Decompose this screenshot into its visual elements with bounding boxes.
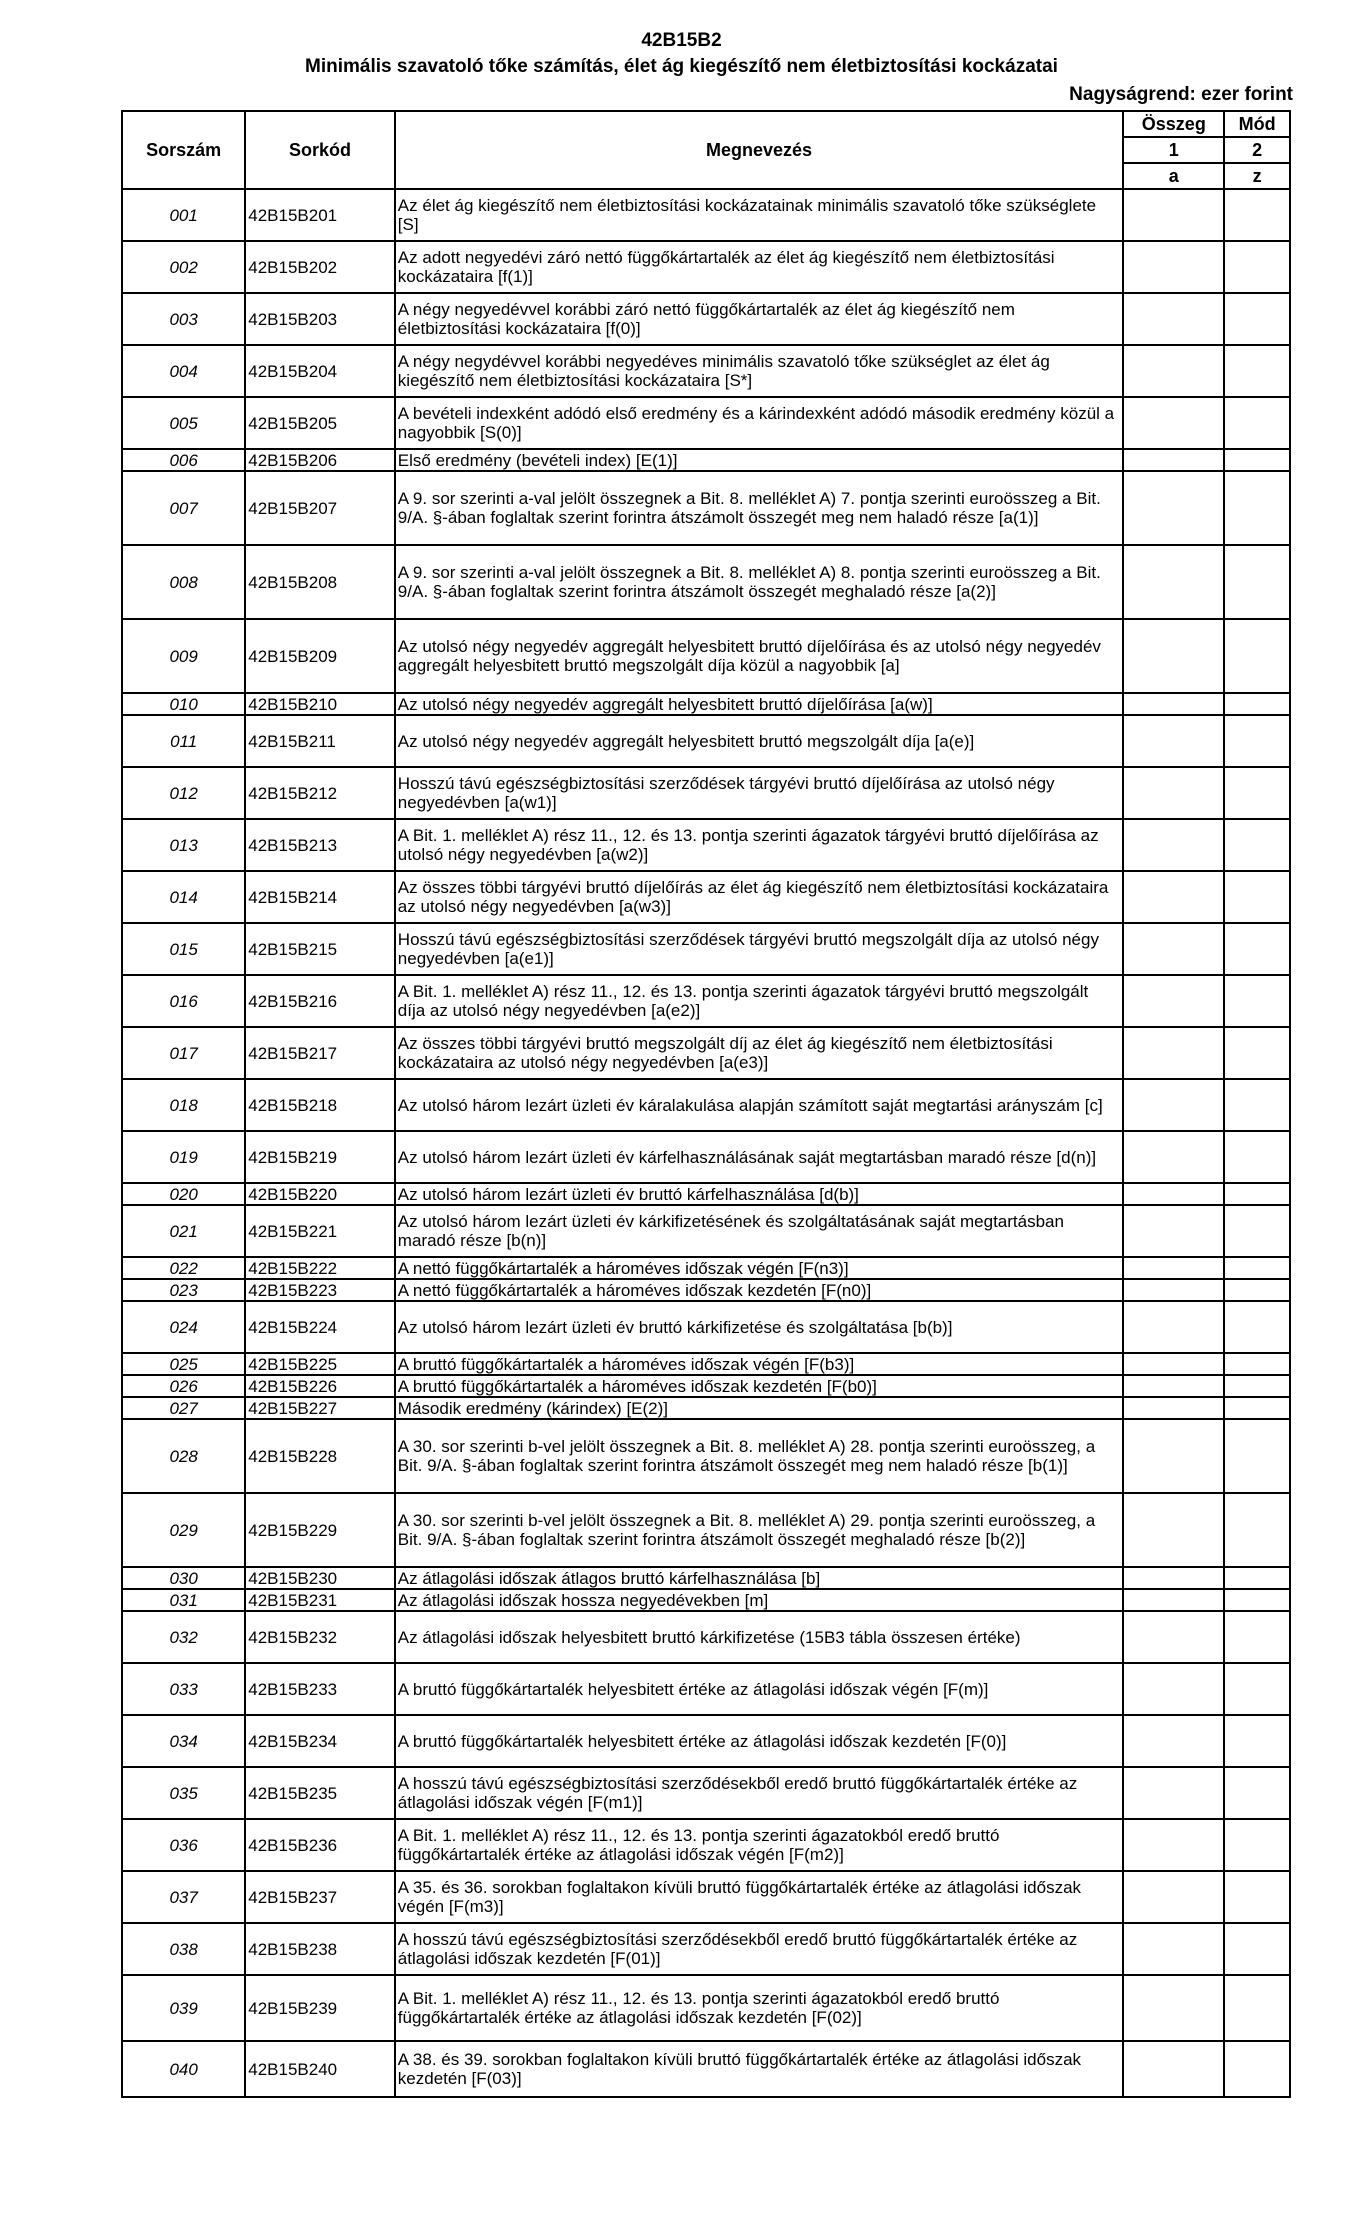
row-osszeg-value[interactable]	[1123, 819, 1224, 871]
header-osszeg-number: 1	[1123, 137, 1224, 163]
row-sorkod: 42B15B230	[245, 1567, 395, 1589]
row-sorszam: 008	[122, 545, 245, 619]
table-body	[122, 189, 1290, 2097]
row-osszeg-value[interactable]	[1123, 1353, 1224, 1375]
table-row	[122, 923, 1290, 975]
table-row	[122, 545, 1290, 619]
row-megnevezes: Az utolsó négy negyedév aggregált helyesbitett bruttó díjelőírása és az utolsó négy negyedév aggregált helyesbitett bruttó megszolgált díja közül a nagyobbik [a]	[395, 619, 1123, 693]
row-mod-value[interactable]	[1224, 1663, 1290, 1715]
row-sorkod: 42B15B214	[245, 871, 395, 923]
row-sorkod: 42B15B223	[245, 1279, 395, 1301]
row-osszeg-value[interactable]	[1123, 1257, 1224, 1279]
table-row	[122, 1205, 1290, 1257]
row-megnevezes: A hosszú távú egészségbiztosítási szerződésekből eredő bruttó függőkártartalék értéke az átlagolási időszak kezdetén [F(01)]	[395, 1923, 1123, 1975]
row-megnevezes: A 38. és 39. sorokban foglaltakon kívüli bruttó függőkártartalék értéke az átlagolási időszak kezdetén [F(03)]	[395, 2041, 1123, 2097]
row-megnevezes: A bruttó függőkártartalék a hároméves időszak kezdetén [F(b0)]	[395, 1375, 1123, 1397]
row-sorkod: 42B15B235	[245, 1767, 395, 1819]
header-osszeg: Összeg	[1123, 111, 1224, 137]
row-osszeg-value[interactable]	[1123, 1767, 1224, 1819]
row-osszeg-value[interactable]	[1123, 189, 1224, 241]
table-row	[122, 1871, 1290, 1923]
row-sorszam: 013	[122, 819, 245, 871]
row-megnevezes: A nettó függőkártartalék a hároméves időszak végén [F(n3)]	[395, 1257, 1123, 1279]
table-row	[122, 189, 1290, 241]
row-sorkod: 42B15B210	[245, 693, 395, 715]
row-megnevezes: Az utolsó három lezárt üzleti év káralakulása alapján számított saját megtartási arányszám [c]	[395, 1079, 1123, 1131]
row-sorkod: 42B15B227	[245, 1397, 395, 1419]
row-sorszam: 004	[122, 345, 245, 397]
table-row	[122, 871, 1290, 923]
row-sorszam: 038	[122, 1923, 245, 1975]
table-row	[122, 1767, 1290, 1819]
document-title: Minimális szavatoló tőke számítás, élet ág kiegészítő nem életbiztosítási kockázatai	[305, 56, 1058, 77]
row-sorszam: 034	[122, 1715, 245, 1767]
row-megnevezes: A bruttó függőkártartalék a hároméves időszak végén [F(b3)]	[395, 1353, 1123, 1375]
row-osszeg-value[interactable]	[1123, 871, 1224, 923]
row-osszeg-value[interactable]	[1123, 1663, 1224, 1715]
row-sorkod: 42B15B238	[245, 1923, 395, 1975]
row-sorkod: 42B15B203	[245, 293, 395, 345]
table-row	[122, 397, 1290, 449]
row-osszeg-value[interactable]	[1123, 293, 1224, 345]
table-row	[122, 2041, 1290, 2097]
row-mod-value[interactable]	[1224, 1183, 1290, 1205]
row-osszeg-value[interactable]	[1123, 1183, 1224, 1205]
row-sorkod: 42B15B204	[245, 345, 395, 397]
row-sorszam: 028	[122, 1419, 245, 1493]
header-mod-letter: z	[1224, 163, 1290, 189]
row-sorszam: 021	[122, 1205, 245, 1257]
row-mod-value[interactable]	[1224, 619, 1290, 693]
row-osszeg-value[interactable]	[1123, 1375, 1224, 1397]
row-sorkod: 42B15B225	[245, 1353, 395, 1375]
header-osszeg-letter: a	[1123, 163, 1224, 189]
row-sorkod: 42B15B236	[245, 1819, 395, 1871]
row-sorkod: 42B15B221	[245, 1205, 395, 1257]
row-sorszam: 031	[122, 1589, 245, 1611]
row-sorszam: 015	[122, 923, 245, 975]
row-sorszam: 005	[122, 397, 245, 449]
row-mod-value[interactable]	[1224, 293, 1290, 345]
row-mod-value[interactable]	[1224, 1567, 1290, 1589]
table-row	[122, 1819, 1290, 1871]
table-row	[122, 1375, 1290, 1397]
table-row	[122, 1257, 1290, 1279]
row-osszeg-value[interactable]	[1123, 1923, 1224, 1975]
row-sorkod: 42B15B215	[245, 923, 395, 975]
row-megnevezes: A 9. sor szerinti a-val jelölt összegnek a Bit. 8. melléklet A) 7. pontja szerinti euroösszeg a Bit. 9/A. §-ában foglaltak szerint forintra átszámolt összegét meg nem haladó része [a(1)]	[395, 471, 1123, 545]
row-sorkod: 42B15B205	[245, 397, 395, 449]
row-osszeg-value[interactable]	[1123, 619, 1224, 693]
table-row	[122, 1493, 1290, 1567]
row-osszeg-value[interactable]	[1123, 975, 1224, 1027]
row-osszeg-value[interactable]	[1123, 545, 1224, 619]
row-osszeg-value[interactable]	[1123, 1279, 1224, 1301]
row-sorszam: 040	[122, 2041, 245, 2097]
row-sorkod: 42B15B222	[245, 1257, 395, 1279]
row-sorszam: 033	[122, 1663, 245, 1715]
row-sorszam: 037	[122, 1871, 245, 1923]
row-osszeg-value[interactable]	[1123, 1871, 1224, 1923]
row-mod-value[interactable]	[1224, 1279, 1290, 1301]
row-megnevezes: A bevételi indexként adódó első eredmény és a kárindexként adódó második eredmény közül a nagyobbik [S(0)]	[395, 397, 1123, 449]
row-sorkod: 42B15B234	[245, 1715, 395, 1767]
row-mod-value[interactable]	[1224, 241, 1290, 293]
row-sorszam: 023	[122, 1279, 245, 1301]
row-osszeg-value[interactable]	[1123, 449, 1224, 471]
row-mod-value[interactable]	[1224, 1301, 1290, 1353]
row-megnevezes: Az összes többi tárgyévi bruttó megszolgált díj az élet ág kiegészítő nem életbiztosítási kockázataira az utolsó négy negyedévben [a(e3)]	[395, 1027, 1123, 1079]
row-osszeg-value[interactable]	[1123, 1493, 1224, 1567]
row-osszeg-value[interactable]	[1123, 1589, 1224, 1611]
table-row	[122, 1611, 1290, 1663]
table-row	[122, 619, 1290, 693]
row-sorszam: 036	[122, 1819, 245, 1871]
row-mod-value[interactable]	[1224, 2041, 1290, 2097]
row-sorkod: 42B15B219	[245, 1131, 395, 1183]
row-megnevezes: A négy negydévvel korábbi negyedéves minimális szavatoló tőke szükséglet az élet ág kiegészítő nem életbiztosítási kockázataira [S*]	[395, 345, 1123, 397]
data-table	[121, 110, 1291, 2098]
row-mod-value[interactable]	[1224, 1353, 1290, 1375]
row-sorszam: 020	[122, 1183, 245, 1205]
row-sorkod: 42B15B207	[245, 471, 395, 545]
row-sorkod: 42B15B239	[245, 1975, 395, 2041]
table-row	[122, 1923, 1290, 1975]
row-mod-value[interactable]	[1224, 397, 1290, 449]
row-megnevezes: A bruttó függőkártartalék helyesbitett értéke az átlagolási időszak kezdetén [F(0)]	[395, 1715, 1123, 1767]
row-mod-value[interactable]	[1224, 449, 1290, 471]
row-sorkod: 42B15B224	[245, 1301, 395, 1353]
row-mod-value[interactable]	[1224, 1611, 1290, 1663]
table-row	[122, 1663, 1290, 1715]
row-osszeg-value[interactable]	[1123, 1567, 1224, 1589]
table-row	[122, 471, 1290, 545]
row-sorkod: 42B15B217	[245, 1027, 395, 1079]
row-sorszam: 017	[122, 1027, 245, 1079]
row-megnevezes: Az adott negyedévi záró nettó függőkártartalék az élet ág kiegészítő nem életbiztosítási kockázataira [f(1)]	[395, 241, 1123, 293]
row-megnevezes: Az átlagolási időszak átlagos bruttó kárfelhasználása [b]	[395, 1567, 1123, 1589]
row-osszeg-value[interactable]	[1123, 241, 1224, 293]
table-row	[122, 345, 1290, 397]
row-megnevezes: Az utolsó három lezárt üzleti év bruttó kárfelhasználása [d(b)]	[395, 1183, 1123, 1205]
row-mod-value[interactable]	[1224, 1715, 1290, 1767]
row-osszeg-value[interactable]	[1123, 1819, 1224, 1871]
row-sorkod: 42B15B211	[245, 715, 395, 767]
row-osszeg-value[interactable]	[1123, 2041, 1224, 2097]
row-mod-value[interactable]	[1224, 1079, 1290, 1131]
row-megnevezes: Az utolsó három lezárt üzleti év bruttó kárkifizetése és szolgáltatása [b(b)]	[395, 1301, 1123, 1353]
row-megnevezes: A 30. sor szerinti b-vel jelölt összegnek a Bit. 8. melléklet A) 28. pontja szerinti euroösszeg, a Bit. 9/A. §-ában foglaltak szerint forintra átszámolt összegét meg nem haladó része [b(1)]	[395, 1419, 1123, 1493]
header-mod: Mód	[1224, 111, 1290, 137]
row-megnevezes: A Bit. 1. melléklet A) rész 11., 12. és 13. pontja szerinti ágazatokból eredő bruttó függőkártartalék értéke az átlagolási időszak végén [F(m2)]	[395, 1819, 1123, 1871]
row-sorkod: 42B15B213	[245, 819, 395, 871]
row-mod-value[interactable]	[1224, 1975, 1290, 2041]
row-osszeg-value[interactable]	[1123, 1397, 1224, 1419]
row-osszeg-value[interactable]	[1123, 1611, 1224, 1663]
table-row	[122, 1589, 1290, 1611]
row-megnevezes: A hosszú távú egészségbiztosítási szerződésekből eredő bruttó függőkártartalék értéke az átlagolási időszak végén [F(m1)]	[395, 1767, 1123, 1819]
row-sorszam: 014	[122, 871, 245, 923]
row-sorszam: 009	[122, 619, 245, 693]
row-sorszam: 003	[122, 293, 245, 345]
row-mod-value[interactable]	[1224, 923, 1290, 975]
row-mod-value[interactable]	[1224, 1767, 1290, 1819]
table-row	[122, 819, 1290, 871]
row-sorszam: 039	[122, 1975, 245, 2041]
row-sorkod: 42B15B208	[245, 545, 395, 619]
row-mod-value[interactable]	[1224, 1131, 1290, 1183]
row-mod-value[interactable]	[1224, 1589, 1290, 1611]
table-row	[122, 293, 1290, 345]
row-sorszam: 019	[122, 1131, 245, 1183]
row-sorkod: 42B15B209	[245, 619, 395, 693]
row-sorszam: 016	[122, 975, 245, 1027]
row-osszeg-value[interactable]	[1123, 1975, 1224, 2041]
header-megnevezes: Megnevezés	[395, 111, 1123, 189]
row-megnevezes: A bruttó függőkártartalék helyesbitett értéke az átlagolási időszak végén [F(m)]	[395, 1663, 1123, 1715]
row-sorszam: 001	[122, 189, 245, 241]
row-sorszam: 035	[122, 1767, 245, 1819]
row-mod-value[interactable]	[1224, 545, 1290, 619]
row-sorkod: 42B15B216	[245, 975, 395, 1027]
row-mod-value[interactable]	[1224, 1375, 1290, 1397]
row-osszeg-value[interactable]	[1123, 1205, 1224, 1257]
row-mod-value[interactable]	[1224, 1419, 1290, 1493]
row-mod-value[interactable]	[1224, 471, 1290, 545]
header-sorkod: Sorkód	[245, 111, 395, 189]
row-megnevezes: Az utolsó három lezárt üzleti év kárkifizetésének és szolgáltatásának saját megtartásban maradó része [b(n)]	[395, 1205, 1123, 1257]
row-sorszam: 030	[122, 1567, 245, 1589]
table-row	[122, 1715, 1290, 1767]
row-mod-value[interactable]	[1224, 1257, 1290, 1279]
table-row	[122, 1353, 1290, 1375]
row-megnevezes: Az átlagolási időszak hossza negyedévekben [m]	[395, 1589, 1123, 1611]
row-mod-value[interactable]	[1224, 819, 1290, 871]
row-mod-value[interactable]	[1224, 1923, 1290, 1975]
row-osszeg-value[interactable]	[1123, 767, 1224, 819]
row-megnevezes: Az utolsó négy negyedév aggregált helyesbitett bruttó díjelőírása [a(w)]	[395, 693, 1123, 715]
row-osszeg-value[interactable]	[1123, 715, 1224, 767]
row-osszeg-value[interactable]	[1123, 923, 1224, 975]
row-sorkod: 42B15B202	[245, 241, 395, 293]
table-row	[122, 1279, 1290, 1301]
row-sorszam: 018	[122, 1079, 245, 1131]
row-osszeg-value[interactable]	[1123, 1079, 1224, 1131]
table-row	[122, 1183, 1290, 1205]
row-osszeg-value[interactable]	[1123, 1301, 1224, 1353]
row-sorszam: 002	[122, 241, 245, 293]
row-megnevezes: Második eredmény (kárindex) [E(2)]	[395, 1397, 1123, 1419]
row-mod-value[interactable]	[1224, 1205, 1290, 1257]
row-megnevezes: Hosszú távú egészségbiztosítási szerződések tárgyévi bruttó díjelőírása az utolsó négy negyedévben [a(w1)]	[395, 767, 1123, 819]
row-sorszam: 022	[122, 1257, 245, 1279]
row-megnevezes: Az utolsó négy negyedév aggregált helyesbitett bruttó megszolgált díja [a(e)]	[395, 715, 1123, 767]
row-sorkod: 42B15B218	[245, 1079, 395, 1131]
row-osszeg-value[interactable]	[1123, 1715, 1224, 1767]
row-megnevezes: A nettó függőkártartalék a hároméves időszak kezdetén [F(n0)]	[395, 1279, 1123, 1301]
row-sorszam: 029	[122, 1493, 245, 1567]
row-sorkod: 42B15B233	[245, 1663, 395, 1715]
row-osszeg-value[interactable]	[1123, 471, 1224, 545]
row-mod-value[interactable]	[1224, 189, 1290, 241]
unit-label: Nagyságrend: ezer forint	[1069, 84, 1293, 105]
row-sorkod: 42B15B232	[245, 1611, 395, 1663]
table-row	[122, 1079, 1290, 1131]
table-row	[122, 767, 1290, 819]
row-osszeg-value[interactable]	[1123, 1419, 1224, 1493]
row-sorszam: 026	[122, 1375, 245, 1397]
row-megnevezes: A 9. sor szerinti a-val jelölt összegnek a Bit. 8. melléklet A) 8. pontja szerinti euroösszeg a Bit. 9/A. §-ában foglaltak szerint forintra átszámolt összegét meghaladó része [a(2)]	[395, 545, 1123, 619]
table-row	[122, 1301, 1290, 1353]
document-code: 42B15B2	[641, 30, 722, 51]
table-row	[122, 1419, 1290, 1493]
row-sorszam: 012	[122, 767, 245, 819]
row-osszeg-value[interactable]	[1123, 1131, 1224, 1183]
row-mod-value[interactable]	[1224, 1027, 1290, 1079]
header-mod-number: 2	[1224, 137, 1290, 163]
row-mod-value[interactable]	[1224, 1819, 1290, 1871]
table-row	[122, 715, 1290, 767]
row-mod-value[interactable]	[1224, 767, 1290, 819]
row-megnevezes: Első eredmény (bevételi index) [E(1)]	[395, 449, 1123, 471]
row-mod-value[interactable]	[1224, 693, 1290, 715]
table-row	[122, 1397, 1290, 1419]
row-sorszam: 011	[122, 715, 245, 767]
row-megnevezes: A négy negyedévvel korábbi záró nettó függőkártartalék az élet ág kiegészítő nem életbiztosítási kockázataira [f(0)]	[395, 293, 1123, 345]
row-sorszam: 006	[122, 449, 245, 471]
table-row	[122, 1975, 1290, 2041]
row-sorkod: 42B15B237	[245, 1871, 395, 1923]
row-sorszam: 027	[122, 1397, 245, 1419]
row-mod-value[interactable]	[1224, 715, 1290, 767]
row-megnevezes: A Bit. 1. melléklet A) rész 11., 12. és 13. pontja szerinti ágazatokból eredő bruttó függőkártartalék értéke az átlagolási időszak kezdetén [F(02)]	[395, 1975, 1123, 2041]
row-mod-value[interactable]	[1224, 1871, 1290, 1923]
row-mod-value[interactable]	[1224, 975, 1290, 1027]
row-sorszam: 007	[122, 471, 245, 545]
row-megnevezes: A Bit. 1. melléklet A) rész 11., 12. és 13. pontja szerinti ágazatok tárgyévi bruttó díjelőírása az utolsó négy negyedévben [a(w2)]	[395, 819, 1123, 871]
table-row	[122, 693, 1290, 715]
row-sorszam: 032	[122, 1611, 245, 1663]
row-sorszam: 010	[122, 693, 245, 715]
row-megnevezes: Az átlagolási időszak helyesbitett bruttó kárkifizetése (15B3 tábla összesen értéke)	[395, 1611, 1123, 1663]
row-megnevezes: A 30. sor szerinti b-vel jelölt összegnek a Bit. 8. melléklet A) 29. pontja szerinti euroösszeg, a Bit. 9/A. §-ában foglaltak szerint forintra átszámolt összegét meghaladó része [b(2)]	[395, 1493, 1123, 1567]
row-megnevezes: A 35. és 36. sorokban foglaltakon kívüli bruttó függőkártartalék értéke az átlagolási időszak végén [F(m3)]	[395, 1871, 1123, 1923]
row-megnevezes: A Bit. 1. melléklet A) rész 11., 12. és 13. pontja szerinti ágazatok tárgyévi bruttó megszolgált díja az utolsó négy negyedévben [a(e2)]	[395, 975, 1123, 1027]
row-megnevezes: Az összes többi tárgyévi bruttó díjelőírás az élet ág kiegészítő nem életbiztosítási kockázataira az utolsó négy negyedévben [a(w3)]	[395, 871, 1123, 923]
row-sorkod: 42B15B206	[245, 449, 395, 471]
row-mod-value[interactable]	[1224, 871, 1290, 923]
row-mod-value[interactable]	[1224, 345, 1290, 397]
header-sorszam: Sorszám	[122, 111, 245, 189]
row-sorkod: 42B15B229	[245, 1493, 395, 1567]
table-row	[122, 241, 1290, 293]
row-sorkod: 42B15B226	[245, 1375, 395, 1397]
row-sorszam: 025	[122, 1353, 245, 1375]
row-megnevezes: Az élet ág kiegészítő nem életbiztosítási kockázatainak minimális szavatoló tőke szükséglete [S]	[395, 189, 1123, 241]
table-row	[122, 975, 1290, 1027]
table-row	[122, 1567, 1290, 1589]
row-sorkod: 42B15B231	[245, 1589, 395, 1611]
row-osszeg-value[interactable]	[1123, 693, 1224, 715]
row-sorkod: 42B15B240	[245, 2041, 395, 2097]
row-sorszam: 024	[122, 1301, 245, 1353]
row-sorkod: 42B15B220	[245, 1183, 395, 1205]
row-osszeg-value[interactable]	[1123, 397, 1224, 449]
table-row	[122, 449, 1290, 471]
row-megnevezes: Hosszú távú egészségbiztosítási szerződések tárgyévi bruttó megszolgált díja az utolsó négy negyedévben [a(e1)]	[395, 923, 1123, 975]
row-mod-value[interactable]	[1224, 1493, 1290, 1567]
row-sorkod: 42B15B201	[245, 189, 395, 241]
table-row	[122, 1027, 1290, 1079]
row-sorkod: 42B15B212	[245, 767, 395, 819]
row-sorkod: 42B15B228	[245, 1419, 395, 1493]
row-osszeg-value[interactable]	[1123, 345, 1224, 397]
row-mod-value[interactable]	[1224, 1397, 1290, 1419]
table-row	[122, 1131, 1290, 1183]
row-megnevezes: Az utolsó három lezárt üzleti év kárfelhasználásának saját megtartásban maradó része [d(n)]	[395, 1131, 1123, 1183]
row-osszeg-value[interactable]	[1123, 1027, 1224, 1079]
table-header	[122, 111, 1290, 189]
